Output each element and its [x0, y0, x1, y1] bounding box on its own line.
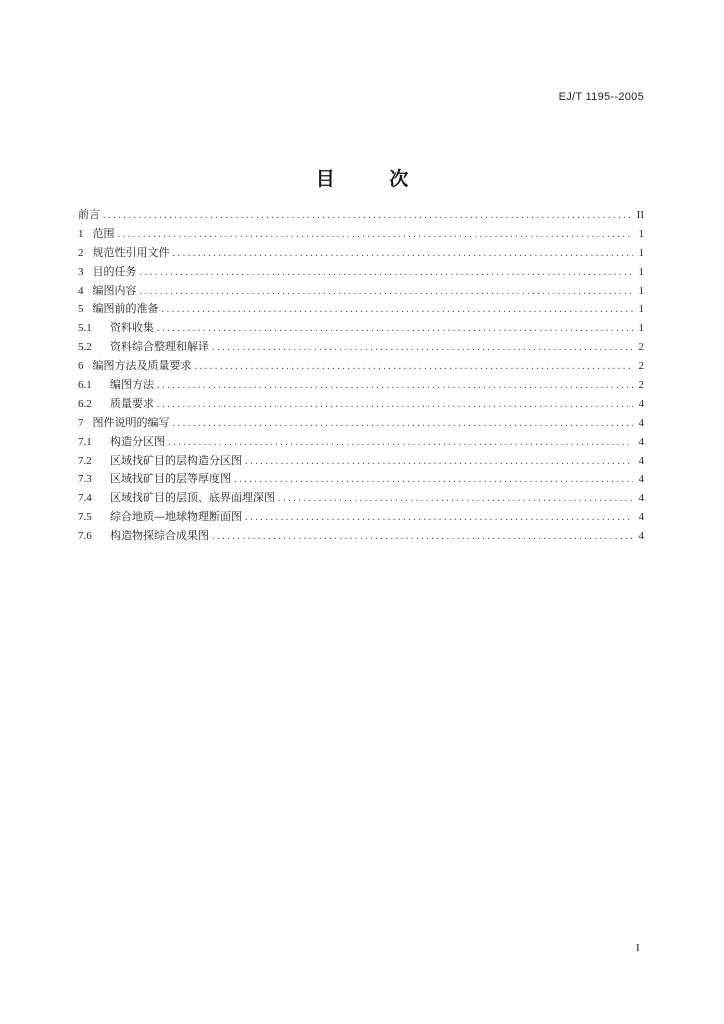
- toc-entry-label: 资料综合整理和解译: [110, 340, 209, 354]
- toc-entry-number: 4: [78, 284, 84, 297]
- toc-entry-number: 7.2: [78, 454, 92, 467]
- toc-leader-dots: [234, 471, 633, 490]
- toc-entry-label: 区域找矿目的层构造分区图: [110, 453, 242, 467]
- toc-entry-number: 1: [78, 227, 84, 240]
- toc-entry-7-6[interactable]: [78, 527, 644, 546]
- toc-entry-page: 1: [638, 303, 644, 316]
- toc-entry-page: 4: [638, 397, 644, 410]
- toc-entry-page: 4: [638, 492, 644, 505]
- toc-entry-7-4[interactable]: [78, 489, 644, 508]
- toc-entry-number: 5.1: [78, 322, 92, 335]
- toc-entry-label: 编图方法及质量要求: [92, 359, 192, 373]
- toc-entry-number: 6: [78, 360, 84, 373]
- toc-entry-page: 1: [638, 227, 644, 240]
- toc-entry-page: 4: [638, 435, 644, 448]
- toc-entry-number: 2: [78, 246, 84, 259]
- standard-code: EJ/T 1195--2005: [558, 91, 644, 103]
- toc-entry-6[interactable]: [78, 357, 644, 376]
- toc-entry-label: 资料收集: [110, 321, 154, 335]
- toc-entry-label: 区域找矿目的层顶、底界面埋深图: [110, 491, 275, 505]
- toc-leader-dots: [245, 453, 633, 472]
- toc-entry-5[interactable]: [78, 300, 644, 319]
- toc-entry-number: 7.1: [78, 435, 92, 448]
- toc-entry-page: 1: [638, 322, 644, 335]
- toc-entry-number: 7: [78, 416, 84, 429]
- toc-entry-page: 2: [638, 360, 644, 373]
- toc-entry-page: 1: [638, 246, 644, 259]
- toc-leader-dots: [173, 415, 634, 434]
- toc-entry-label: 构造分区图: [110, 434, 165, 448]
- toc-entry-7-1[interactable]: [78, 433, 644, 452]
- toc-entry-number: 5.2: [78, 341, 92, 354]
- toc-entry-4[interactable]: [78, 282, 644, 301]
- toc-leader-dots: [212, 528, 633, 547]
- toc-entry-label: 编图前的准备: [92, 302, 159, 316]
- toc-leader-dots: [173, 245, 634, 264]
- toc-entry-label: 规范性引用文件: [92, 245, 170, 259]
- toc-entry-number: 7.4: [78, 492, 92, 505]
- toc-entry-page: 4: [638, 473, 644, 486]
- toc-entry-number: 5: [78, 303, 84, 316]
- toc-entry-page: 2: [638, 379, 644, 392]
- toc-entry-label: 范围: [92, 226, 115, 240]
- toc-entry-7-2[interactable]: [78, 452, 644, 471]
- toc-entry-label: 编图内容: [92, 283, 137, 297]
- toc-entry-label: 综合地质—地球物理断面图: [110, 510, 242, 524]
- toc-entry-page: 2: [638, 341, 644, 354]
- toc-entry-7-3[interactable]: [78, 470, 644, 489]
- toc-entry-label: 质量要求: [110, 396, 154, 410]
- toc-entry-page: 4: [638, 416, 644, 429]
- toc-entry-page: 4: [638, 530, 644, 543]
- toc-leader-dots: [162, 301, 634, 320]
- toc-leader-dots: [245, 509, 633, 528]
- toc-entry-label: 图件说明的编写: [92, 415, 170, 429]
- toc-entry-number: 6.2: [78, 397, 92, 410]
- toc-entry-6-1[interactable]: [78, 376, 644, 395]
- toc-leader-dots: [157, 377, 633, 396]
- toc-entry-7-5[interactable]: [78, 508, 644, 527]
- toc-entry-6-2[interactable]: [78, 395, 644, 414]
- toc-leader-dots: [140, 264, 634, 283]
- toc-leader-dots: [278, 490, 633, 509]
- page-number: I: [636, 942, 640, 954]
- toc-leader-dots: [157, 320, 633, 339]
- toc-entry-number: 7.5: [78, 511, 92, 524]
- toc-leader-dots: [103, 207, 633, 226]
- toc-entry-7[interactable]: [78, 414, 644, 433]
- toc-entry-number: 6.1: [78, 379, 92, 392]
- toc-leader-dots: [118, 226, 634, 245]
- toc-entry-number: 7.3: [78, 473, 92, 486]
- toc-entry-5-2[interactable]: [78, 338, 644, 357]
- toc-entry-page: 4: [638, 511, 644, 524]
- toc-entry-label: 目的任务: [92, 264, 137, 278]
- toc-entry-label: 区域找矿目的层等厚度图: [110, 472, 231, 486]
- toc-entry-1[interactable]: [78, 225, 644, 244]
- table-of-contents: [78, 206, 644, 546]
- toc-entry-label: 编图方法: [110, 378, 154, 392]
- toc-entry-page: 1: [638, 265, 644, 278]
- toc-title: 目 次: [315, 168, 433, 190]
- toc-entry-page: II: [636, 209, 644, 221]
- toc-leader-dots: [195, 358, 634, 377]
- toc-entry-label: 构造物探综合成果图: [110, 529, 209, 543]
- toc-entry-foreword[interactable]: [78, 206, 644, 225]
- toc-entry-5-1[interactable]: [78, 319, 644, 338]
- toc-entry-2[interactable]: [78, 244, 644, 263]
- toc-leader-dots: [140, 283, 634, 302]
- toc-leader-dots: [157, 396, 633, 415]
- toc-leader-dots: [168, 434, 633, 453]
- toc-entry-label: 前言: [78, 208, 100, 221]
- toc-entry-page: 1: [638, 284, 644, 297]
- toc-entry-page: 4: [638, 454, 644, 467]
- toc-leader-dots: [212, 339, 633, 358]
- toc-entry-number: 7.6: [78, 530, 92, 543]
- toc-entry-3[interactable]: [78, 263, 644, 282]
- toc-entry-number: 3: [78, 265, 84, 278]
